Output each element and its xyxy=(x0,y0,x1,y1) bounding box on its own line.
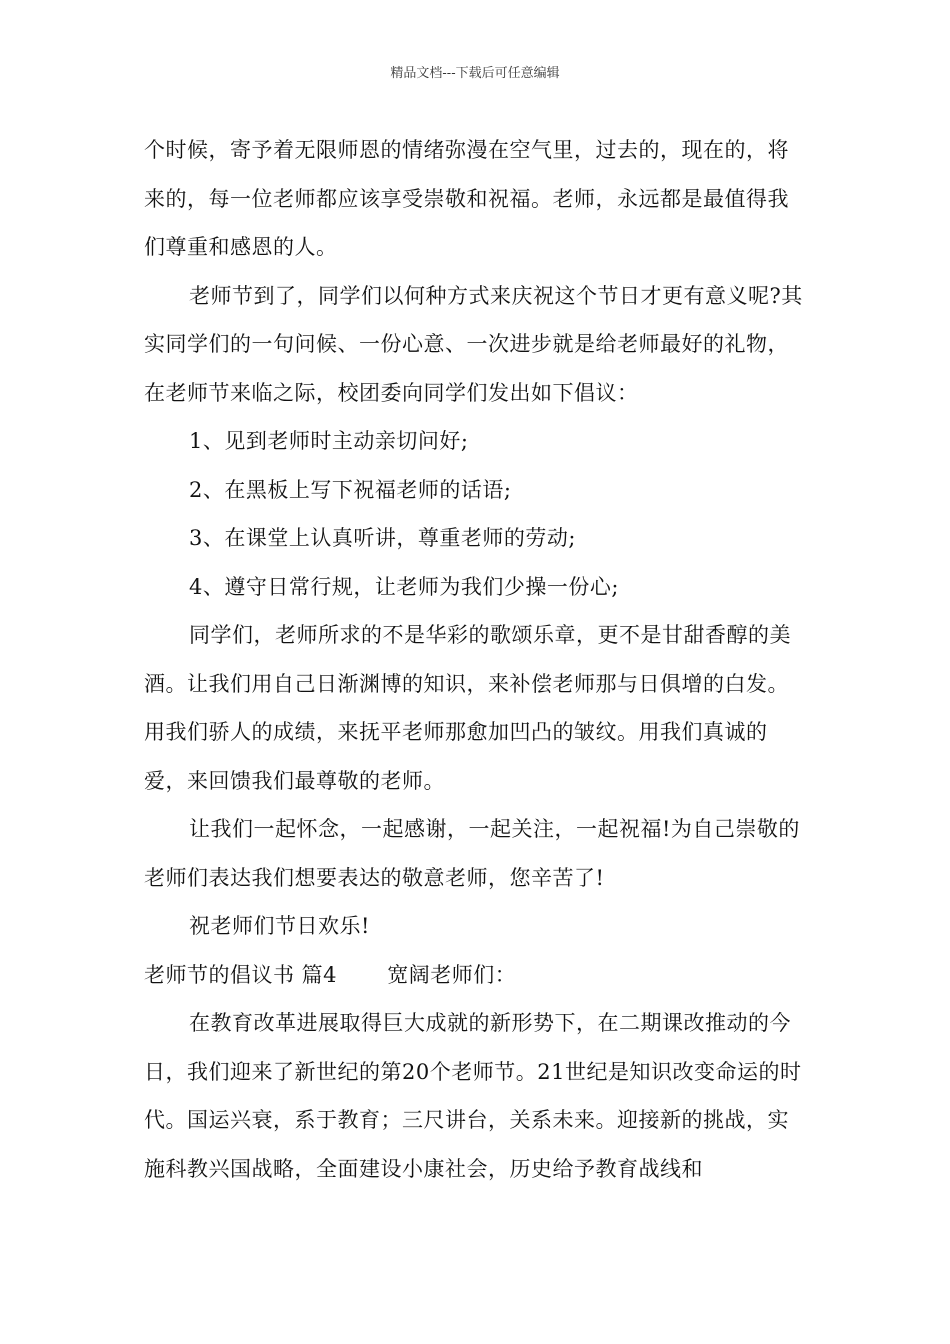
page-header: 精品文档---下载后可任意编辑 xyxy=(390,66,560,81)
paragraph: 在教育改革进展取得巨大成就的新形势下，在二期课改推动的今日，我们迎来了新世纪的第20个老师节。21世纪是知识改变命运的时代。国运兴衰，系于教育；三尺讲台，关系未来。迎接新的挑战，实施科教兴国战略，全面建设小康社会，历史给予教育战线和 xyxy=(144,1011,802,1181)
closing-line: 祝老师们节日欢乐! xyxy=(189,914,370,938)
paragraph: 个时候，寄予着无限师恩的情绪弥漫在空气里，过去的，现在的，将来的，每一位老师都应该享受崇敬和祝福。老师，永远都是最值得我们尊重和感恩的人。 xyxy=(144,138,789,259)
paragraph: 老师节到了，同学们以何种方式来庆祝这个节日才更有意义呢?其实同学们的一句问候、一份心意、一次进步就是给老师最好的礼物，在老师节来临之际，校团委向同学们发出如下倡议： xyxy=(144,283,803,405)
list-item: 1、见到老师时主动亲切问好; xyxy=(189,429,469,453)
list-item: 3、在课堂上认真听讲，尊重老师的劳动; xyxy=(189,526,576,550)
list-item: 2、在黑板上写下祝福老师的话语; xyxy=(189,477,512,502)
section-heading: 老师节的倡议书 篇4 宽阔老师们： xyxy=(144,962,517,987)
document-body xyxy=(144,126,808,1193)
list-item: 4、遵守日常行规，让老师为我们少操一份心; xyxy=(189,574,619,599)
paragraph: 让我们一起怀念，一起感谢，一起关注，一起祝福!为自己崇敬的老师们表达我们想要表达的敬意老师，您辛苦了! xyxy=(144,817,800,890)
paragraph: 同学们，老师所求的不是华彩的歌颂乐章，更不是甘甜香醇的美酒。让我们用自己日渐渊博的知识，来补偿老师那与日俱增的白发。用我们骄人的成绩，来抚平老师那愈加凹凸的皱纹。用我们真诚的爱，来回馈我们最尊敬的老师。 xyxy=(144,623,791,793)
